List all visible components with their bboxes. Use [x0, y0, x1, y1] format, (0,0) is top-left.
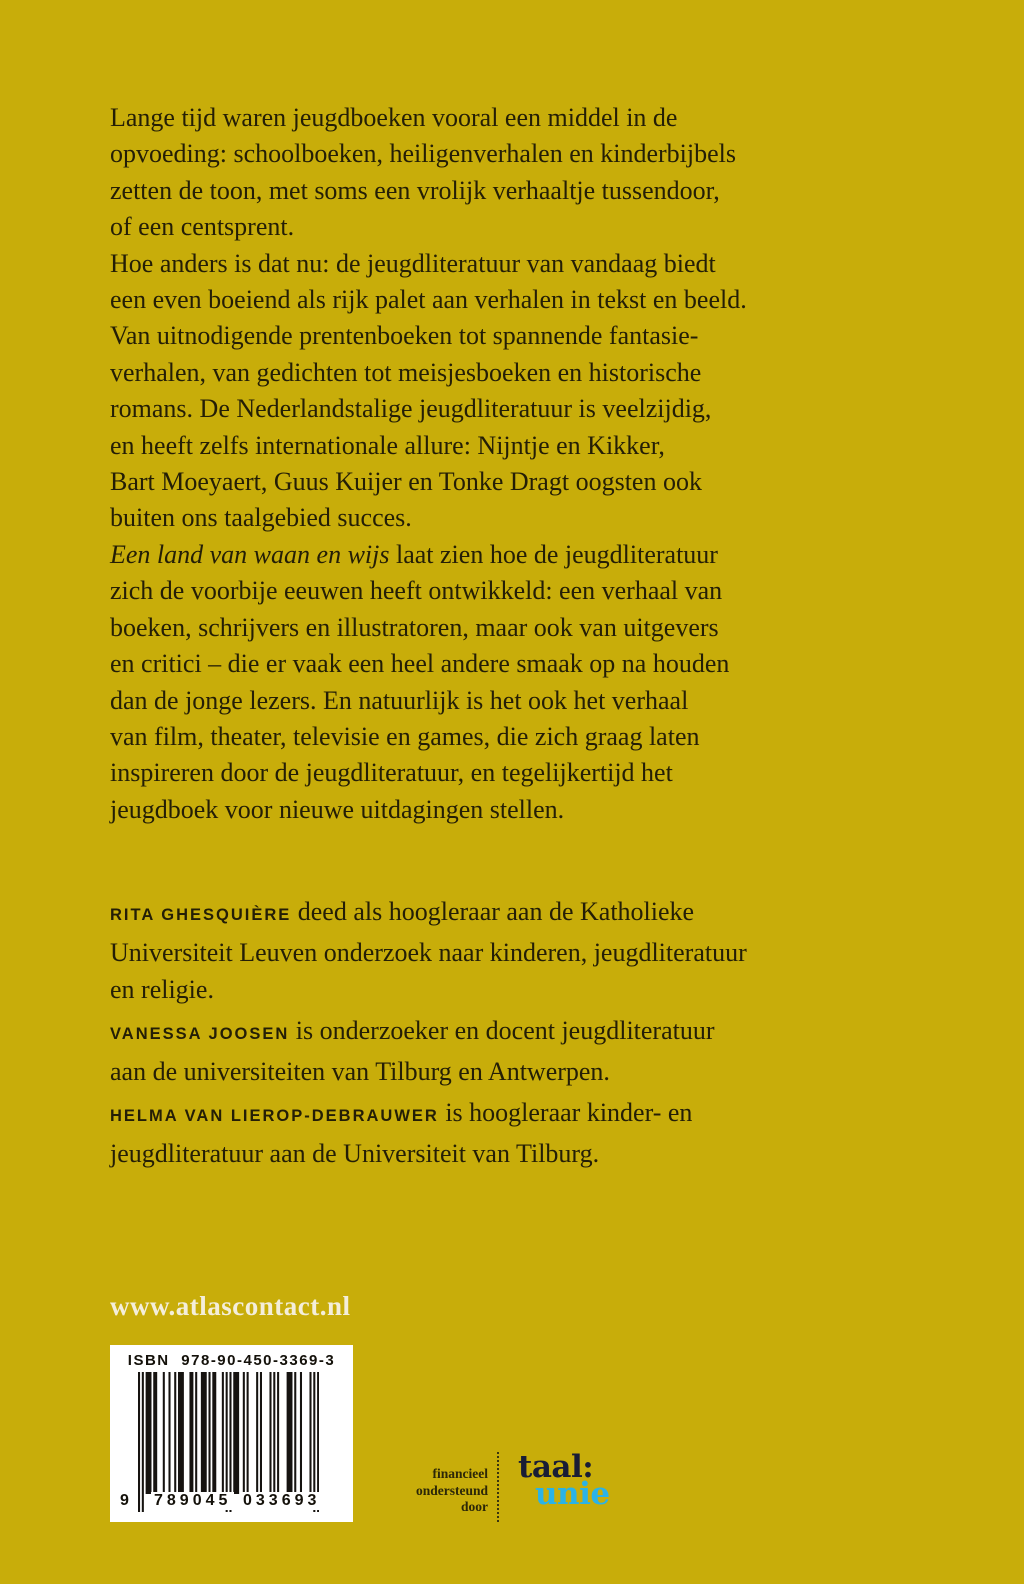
- text-line: inspireren door de jeugdliteratuur, en tegelijkertijd het: [110, 758, 673, 788]
- barcode-digits-right: 033693: [240, 1492, 323, 1510]
- text-line: buiten ons taalgebied succes.: [110, 503, 412, 533]
- text-line: of een centsprent.: [110, 212, 295, 242]
- text-line: zich de voorbije eeuwen heeft ontwikkeld: een verhaal van: [110, 576, 723, 606]
- author-bios: [110, 893, 970, 1176]
- text-line: Bart Moeyaert, Guus Kuijer en Tonke Dragt oogsten ook: [110, 467, 702, 497]
- text-line: en religie.: [110, 975, 214, 1004]
- text-line: jeugdliteratuur aan de Universiteit van Tilburg.: [110, 1139, 600, 1168]
- text-line: jeugdboek voor nieuwe uitdagingen stellen.: [110, 794, 565, 824]
- support-credit-line: financieel: [432, 1466, 488, 1481]
- text-line: VANESSA JOOSEN is onderzoeker en docent jeugdliteratuur: [110, 1016, 715, 1045]
- book-title-italic: Een land van waan en wijs: [110, 539, 390, 569]
- taalunie-word-taal: taal:: [518, 1449, 594, 1485]
- text-line: Van uitnodigende prentenboeken tot spannende fantasie-: [110, 321, 699, 351]
- text-line: opvoeding: schoolboeken, heiligenverhalen en kinderbijbels: [110, 139, 736, 169]
- text-line: verhalen, van gedichten tot meisjesboeken en historische: [110, 357, 702, 387]
- author-name: HELMA VAN LIEROP-DEBRAUWER: [110, 1107, 439, 1125]
- text-line: Lange tijd waren jeugdboeken vooral een middel in de: [110, 103, 678, 132]
- author-bio: [110, 1012, 970, 1090]
- text-line: Universiteit Leuven onderzoek naar kinderen, jeugdliteratuur: [110, 938, 747, 967]
- text-line: RITA GHESQUIÈRE deed als hoogleraar aan de Katholieke: [110, 897, 695, 926]
- author-name: VANESSA JOOSEN: [110, 1025, 290, 1043]
- text-line: HELMA VAN LIEROP-DEBRAUWER is hoogleraar kinder- en: [110, 1098, 693, 1127]
- paragraph: [110, 537, 950, 828]
- barcode-digits: [110, 1491, 353, 1513]
- isbn-barcode: [110, 1345, 353, 1522]
- text-line: een even boeiend als rijk palet aan verhalen in tekst en beeld.: [110, 285, 747, 315]
- text-line: Een land van waan en wijs laat zien hoe de jeugdliteratuur: [110, 539, 718, 569]
- taalunie-logo: [518, 1449, 638, 1514]
- blurb: [110, 100, 950, 828]
- support-credit-line: door: [461, 1499, 488, 1514]
- taalunie-word-unie: unie: [535, 1476, 610, 1512]
- text-line: Hoe anders is dat nu: de jeugdliteratuur van vandaag biedt: [110, 248, 716, 278]
- text-line: boeken, schrijvers en illustratoren, maar ook van uitgevers: [110, 612, 719, 642]
- website-url: www.atlascontact.nl: [110, 1291, 351, 1321]
- barcode-digits-left: 789045: [151, 1492, 234, 1510]
- barcode-digit-first: 9: [120, 1492, 129, 1509]
- text-line: dan de jonge lezers. En natuurlijk is het ook het verhaal: [110, 685, 689, 715]
- dotted-divider: [497, 1452, 499, 1522]
- text-line: romans. De Nederlandstalige jeugdliteratuur is veelzijdig,: [110, 394, 712, 424]
- text-line: zetten de toon, met soms een vrolijk verhaaltje tussendoor,: [110, 175, 720, 205]
- support-credit-line: ondersteund: [415, 1482, 488, 1498]
- text-line: aan de universiteiten van Tilburg en Antwerpen.: [110, 1057, 610, 1086]
- support-credit: [370, 1466, 488, 1516]
- paragraph: [110, 246, 950, 537]
- author-bio: [110, 1094, 970, 1172]
- author-bio: [110, 893, 970, 1008]
- taalunie-colon: :: [582, 1449, 594, 1485]
- author-name: RITA GHESQUIÈRE: [110, 906, 292, 924]
- isbn-label: ISBN 978-90-450-3369-3: [127, 1352, 336, 1369]
- text-line: en critici – die er vaak een heel andere smaak op na houden: [110, 649, 730, 679]
- text-line: en heeft zelfs internationale allure: Nijntje en Kikker,: [110, 430, 665, 460]
- paragraph: [110, 100, 950, 246]
- text-line: van film, theater, televisie en games, die zich graag laten: [110, 721, 700, 751]
